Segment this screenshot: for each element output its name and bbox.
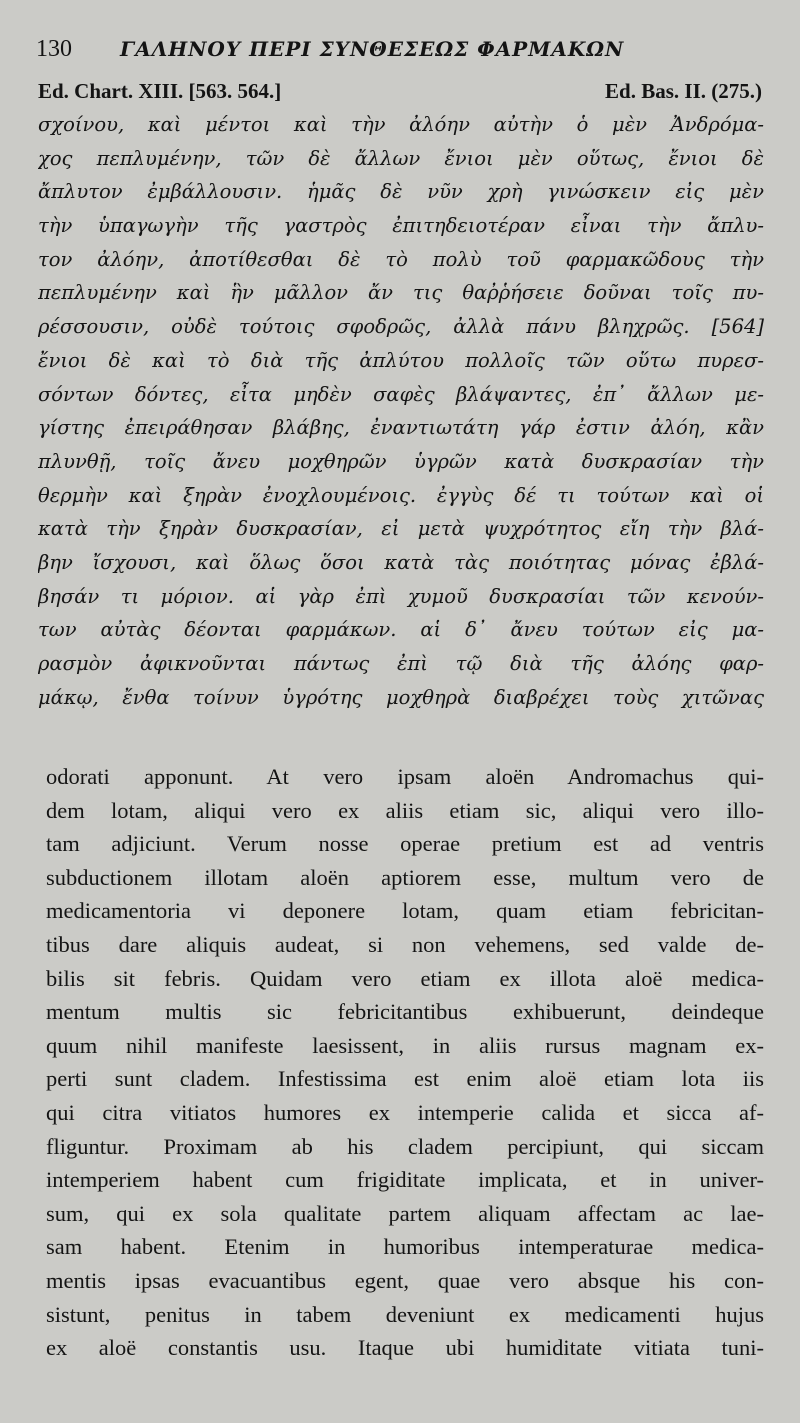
latin-text-line: odorati apponunt. At vero ipsam aloën Andromachus qui- <box>46 764 764 789</box>
greek-text-line: πλυνθῇ, τοῖς ἄνευ μοχθηρῶν ὑγρῶν κατὰ δυσκρασίαν τὴν <box>38 449 764 473</box>
latin-text-line: bilis sit febris. Quidam vero etiam ex illota aloë medica- <box>46 965 764 991</box>
latin-text-line: tibus dare aliquis audeat, si non vehemens, sed valde de- <box>46 931 764 957</box>
greek-text-line: βησάν τι μόριον. αἱ γὰρ ἐπὶ χυμοῦ δυσκρασίαι τῶν κενούν- <box>38 584 764 608</box>
greek-text-line: των αὐτὰς δέονται φαρμάκων. αἱ δ᾽ ἄνευ τούτων εἰς μα- <box>38 618 764 642</box>
greek-text-line: κατὰ τὴν ξηρὰν δυσκρασίαν, εἰ μετὰ ψυχρότητος εἴη τὴν βλά- <box>38 517 764 541</box>
greek-text-line: πεπλυμένην καὶ ἣν μᾶλλον ἄν τις θαῤῥήσειε δοῦναι τοῖς πυ- <box>38 281 764 305</box>
greek-text-line: σχοίνου, καὶ μέντοι καὶ τὴν ἀλόην αὐτὴν ὁ μὲν Ἀνδρόμα- <box>38 113 764 136</box>
latin-text-line: sum, qui ex sola qualitate partem aliquam affectam ac lae- <box>46 1200 764 1226</box>
latin-text-line: intemperiem habent cum frigiditate implicata, et in univer- <box>46 1167 764 1193</box>
edition-references <box>38 76 762 106</box>
latin-text-line: perti sunt cladem. Infestissima est enim aloë etiam lota iis <box>46 1066 764 1092</box>
greek-text-line: μάκῳ, ἔνθα τοίνυν ὑγρότης μοχθηρὰ διαβρέχει τοὺς χιτῶνας <box>38 685 764 709</box>
latin-text-line: quum nihil manifeste laesissent, in aliis rursus magnam ex- <box>46 1032 764 1058</box>
latin-text-line: ex aloë constantis usu. Itaque ubi humiditate vitiata tuni- <box>46 1335 764 1361</box>
greek-text-line: ἄπλυτον ἐμβάλλουσιν. ἡμᾶς δὲ νῦν χρὴ γινώσκειν εἰς μὲν <box>38 180 764 204</box>
edition-chartier: Ed. Chart. XIII. [563. 564.] <box>38 79 282 103</box>
greek-text-block <box>38 108 764 714</box>
greek-text-line: ρασμὸν ἀφικνοῦνται πάντως ἐπὶ τῷ διὰ τῆς ἀλόης φαρ- <box>38 652 764 675</box>
running-title: ΓΑΛΗΝΟΥ ΠΕΡΙ ΣΥΝΘΕΣΕΩΣ ΦΑΡΜΑΚΩΝ <box>120 37 625 61</box>
latin-text-line: mentis ipsas evacuantibus egent, quae vero absque his con- <box>46 1267 764 1293</box>
running-head <box>36 34 760 64</box>
greek-text-line: ρέσσουσιν, οὐδὲ τούτοις σφοδρῶς, ἀλλὰ πάνυ βληχρῶς. [564] <box>38 315 764 339</box>
greek-text-line: γίστης ἐπειράθησαν βλάβης, ἐναντιωτάτη γάρ ἐστιν ἀλόη, κἂν <box>38 416 764 440</box>
latin-text-line: dem lotam, aliqui vero ex aliis etiam sic, aliqui vero illo- <box>46 797 764 823</box>
latin-text-line: fliguntur. Proximam ab his cladem percipiunt, qui siccam <box>46 1133 764 1159</box>
latin-text-line: sistunt, penitus in tabem deveniunt ex medicamenti hujus <box>46 1301 764 1327</box>
greek-text-line: ἔνιοι δὲ καὶ τὸ διὰ τῆς ἀπλύτου πολλοῖς τῶν οὕτω πυρεσ- <box>38 348 764 372</box>
latin-text-line: medicamentoria vi deponere lotam, quam etiam febricitan- <box>46 898 764 924</box>
greek-text-line: θερμὴν καὶ ξηρὰν ἐνοχλουμένοις. ἐγγὺς δέ τι τούτων καὶ οἱ <box>38 483 764 507</box>
greek-text-line: τὴν ὑπαγωγὴν τῆς γαστρὸς ἐπιτηδειοτέραν εἶναι τὴν ἄπλυ- <box>38 214 764 238</box>
latin-text-line: sam habent. Etenim in humoribus intemperaturae medica- <box>46 1234 764 1260</box>
edition-basel: Ed. Bas. II. (275.) <box>605 79 762 103</box>
greek-text-line: σόντων δόντες, εἶτα μηδὲν σαφὲς βλάψαντες, ἐπ᾽ ἄλλων με- <box>38 382 764 406</box>
latin-text-line: qui citra vitiatos humores ex intemperie calida et sicca af- <box>46 1099 764 1125</box>
greek-text-line: τον ἀλόην, ἀποτίθεσθαι δὲ τὸ πολὺ τοῦ φαρμακῶδους τὴν <box>38 247 764 271</box>
latin-text-line: mentum multis sic febricitantibus exhibuerunt, deindeque <box>46 999 764 1025</box>
latin-text-line: subductionem illotam aloën aptiorem esse, multum vero de <box>46 864 764 890</box>
greek-text-line: βην ἴσχουσι, καὶ ὅλως ὅσοι κατὰ τὰς ποιότητας μόνας ἐβλά- <box>38 550 764 574</box>
latin-text-block <box>46 760 764 1365</box>
page-number: 130 <box>36 36 72 62</box>
greek-text-line: χος πεπλυμένην, τῶν δὲ ἄλλων ἔνιοι μὲν οὕτως, ἔνιοι δὲ <box>38 146 764 170</box>
latin-text-line: tam adjiciunt. Verum nosse operae pretium est ad ventris <box>46 831 764 857</box>
